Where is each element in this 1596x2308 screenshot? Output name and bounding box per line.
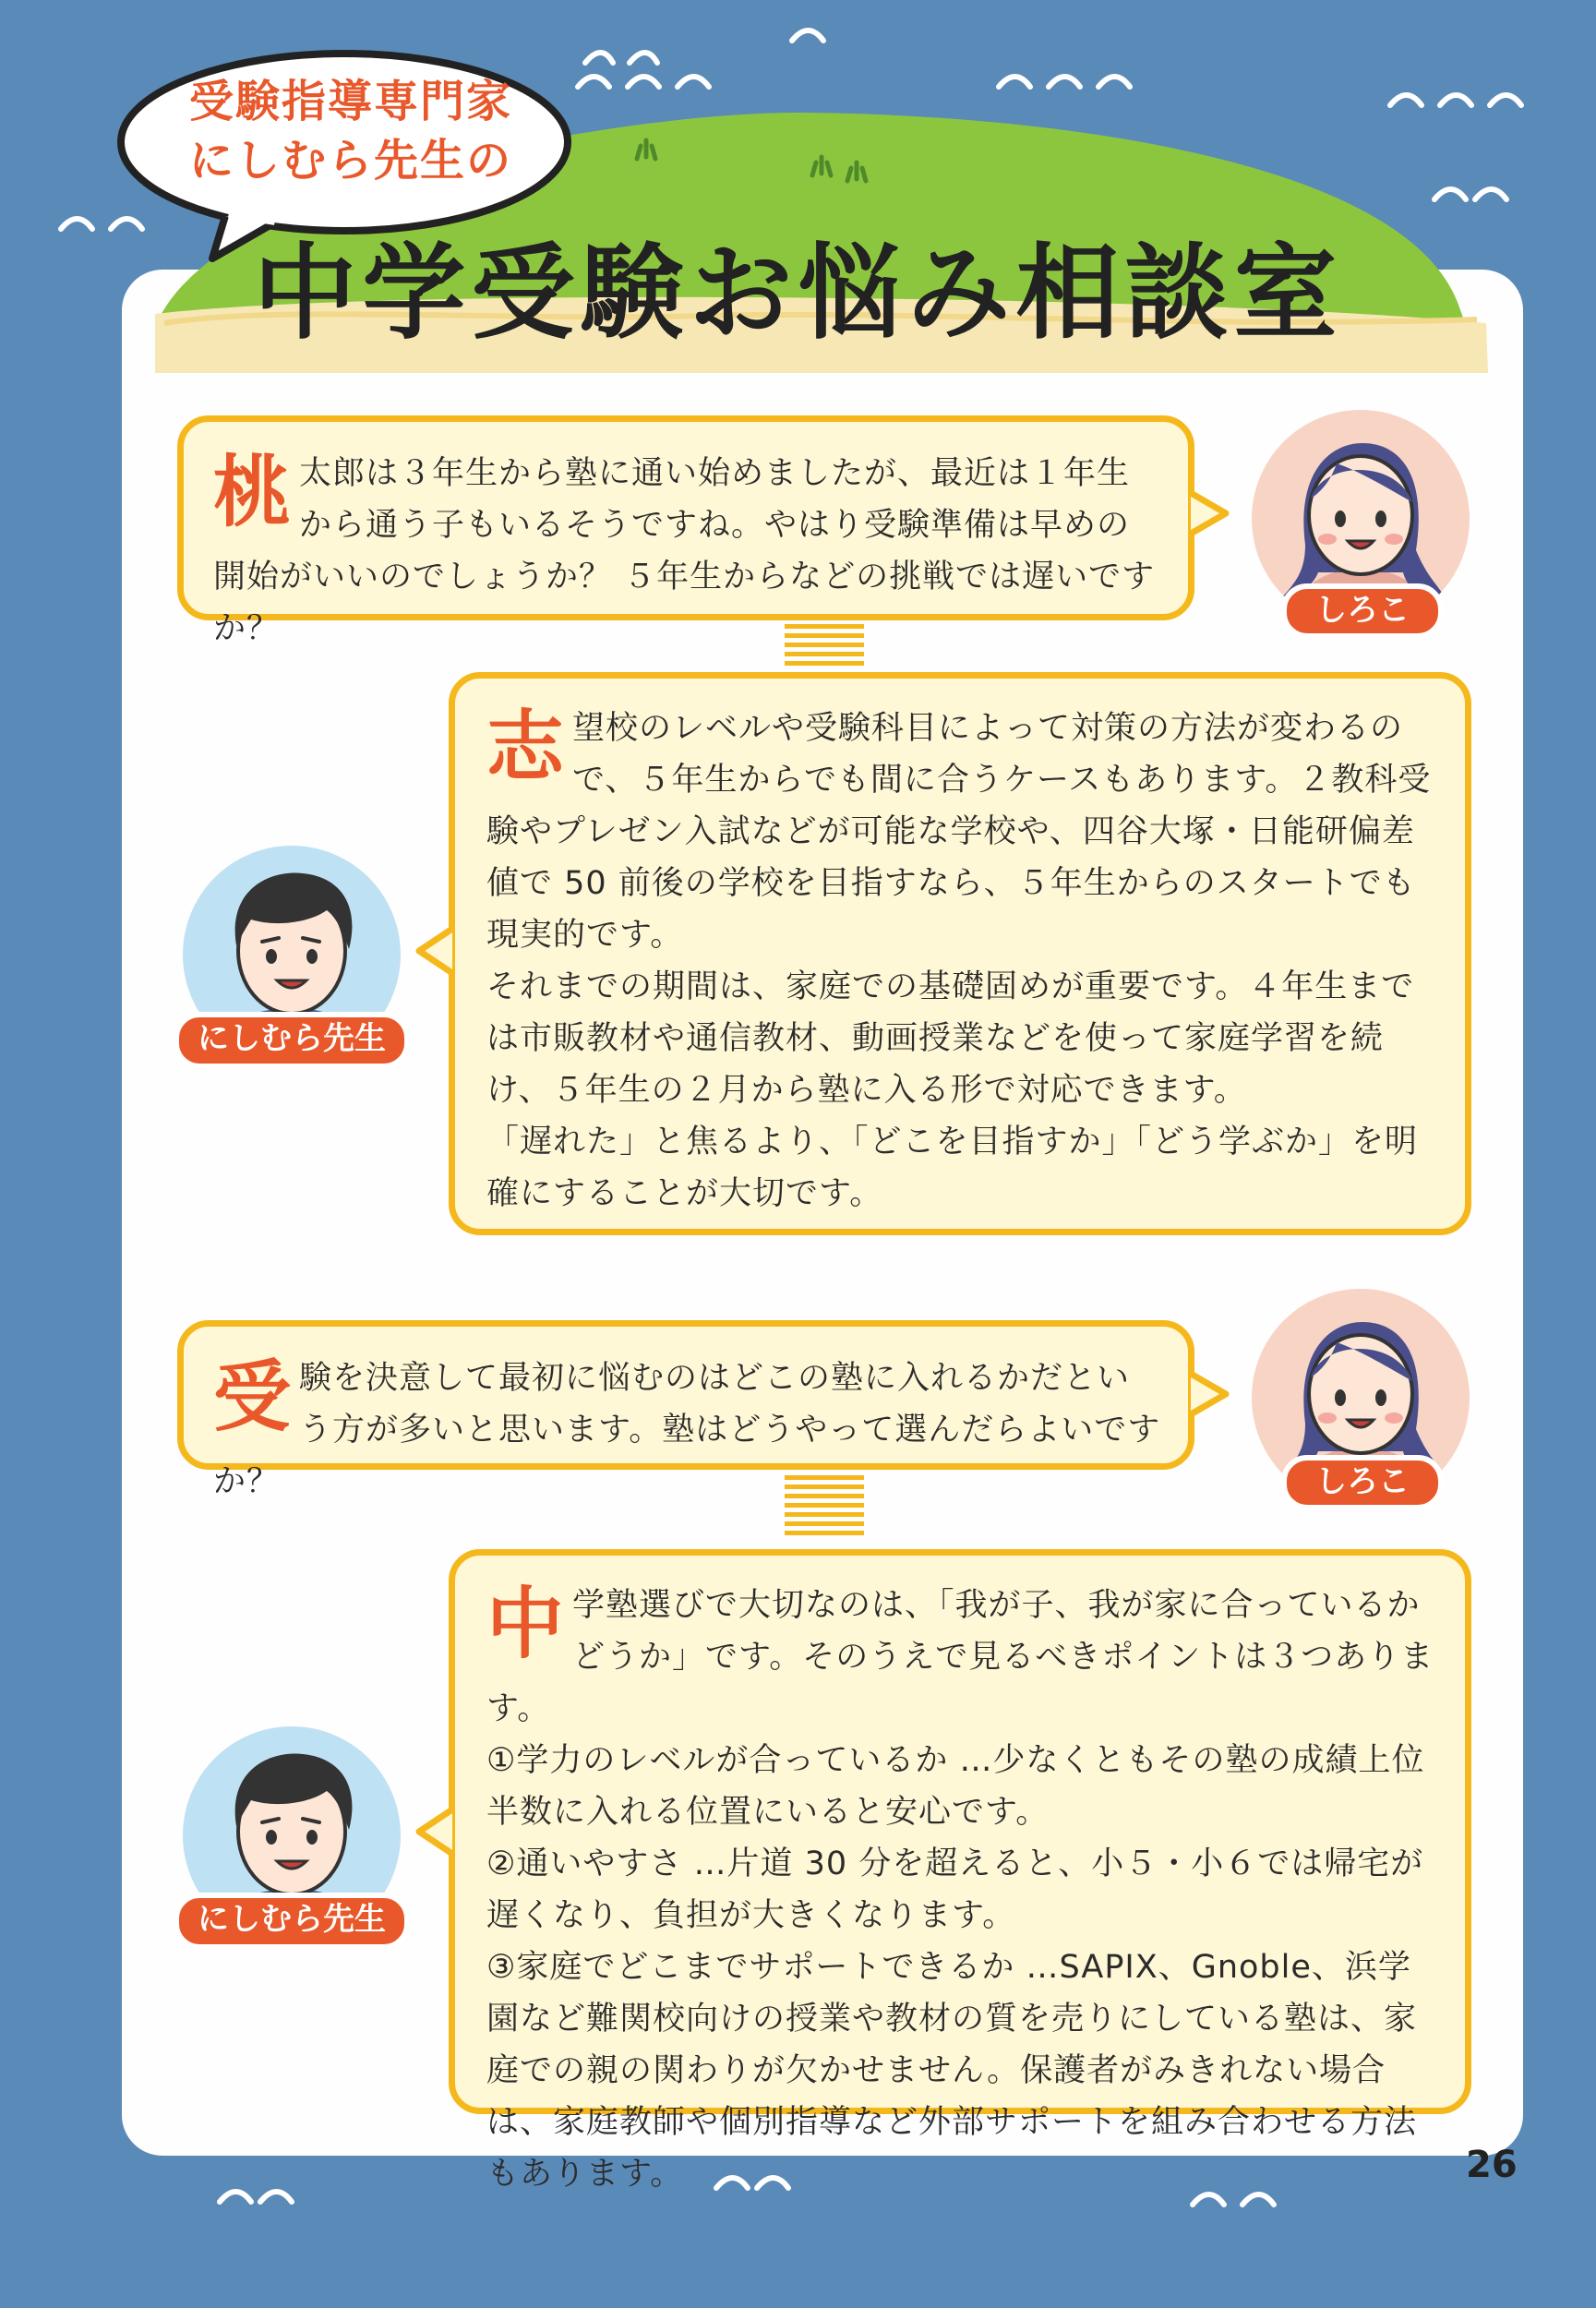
- answer-2-paragraph: ①学力のレベルが合っているか …少なくともその塾の成績上位半数に入れる位置にいると安心です。: [486, 1742, 1425, 1831]
- kicker-line-1: 受験指導専門家: [188, 76, 512, 127]
- answer-bubble-2: [449, 1549, 1471, 2193]
- divider-stripes: [785, 1470, 864, 1549]
- bubble-tail: [1185, 1368, 1231, 1420]
- speaker-tag-nishimura: にしむら先生: [174, 1893, 410, 1950]
- wave-icon: [214, 2174, 306, 2230]
- answer-2-paragraph: 学塾選びで大切なのは、「我が子、我が家に合っているかどうか」です。そのうえで見るべきポイントは３つあります。: [486, 1587, 1434, 1727]
- answer-1-paragraph: 「遅れた」と焦るより、「どこを目指すか」「どう学ぶか」を明確にすることが大切です。: [486, 1124, 1419, 1212]
- bubble-tail: [1185, 487, 1231, 539]
- divider-stripes: [785, 620, 864, 672]
- speaker-tag-shiroko: しろこ: [1281, 583, 1444, 639]
- question-2-text: 験を決意して最初に悩むのはどこの塾に入れるかだという方が多いと思います。塾はどうやって選んだらよいですか？: [213, 1360, 1161, 1500]
- speaker-tag-nishimura: にしむら先生: [174, 1012, 410, 1069]
- answer-1-drop-cap: 志: [486, 702, 566, 792]
- answer-bubble-1: [449, 672, 1471, 1235]
- answer-2-paragraph: ②通いやすさ …片道 30 分を超えると、小５・小６では帰宅が遅くなり、負担が大きくなります。: [486, 1845, 1424, 1934]
- bubble-tail: [414, 1804, 458, 1859]
- answer-1-paragraph: それまでの期間は、家庭での基礎固めが重要です。４年生までは市販教材や通信教材、動画授業などを使って家庭学習を続け、５年生の２月から塾に入る形で対応できます。: [486, 968, 1415, 1109]
- speaker-tag-shiroko: しろこ: [1281, 1455, 1444, 1510]
- page-title: 中学受験お悩み相談室: [253, 234, 1343, 354]
- answer-2-paragraph: ③家庭でどこまでサポートできるか …SAPIX、Gnoble、浜学園など難関校向けの授業や教材の質を売りにしている塾は、家庭での親の関わりが欠かせません。保護者がみきれない場合は、家庭教師や個別指導など外部サポートを組み合わせる方法もあります。: [486, 1949, 1418, 2193]
- question-1-text: 太郎は３年生から塾に通い始めましたが、最近は１年生から通う子もいるそうですね。やはり受験準備は早めの開始がいいのでしょうか？ ５年生からなどの挑戦では遅いですか？: [213, 455, 1156, 647]
- question-1-drop-cap: 桃: [213, 447, 293, 537]
- answer-1-paragraph: 望校のレベルや受験科目によって対策の方法が変わるので、５年生からでも間に合うケースもあります。２教科受験やプレゼン入試などが可能な学校や、四谷大塚・日能研偏差値で 50 前後の学校を目指すなら、５年生からのスタートでも現実的です。: [486, 710, 1432, 954]
- bubble-tail: [414, 923, 458, 979]
- kicker-line-2: にしむら先生の: [188, 135, 512, 186]
- question-bubble-2: [177, 1320, 1194, 1500]
- question-2-drop-cap: 受: [213, 1352, 293, 1442]
- page-number: 26: [1466, 2144, 1518, 2186]
- answer-2-drop-cap: 中: [486, 1579, 566, 1669]
- header-kicker: [157, 72, 545, 190]
- question-bubble-1: [177, 415, 1194, 647]
